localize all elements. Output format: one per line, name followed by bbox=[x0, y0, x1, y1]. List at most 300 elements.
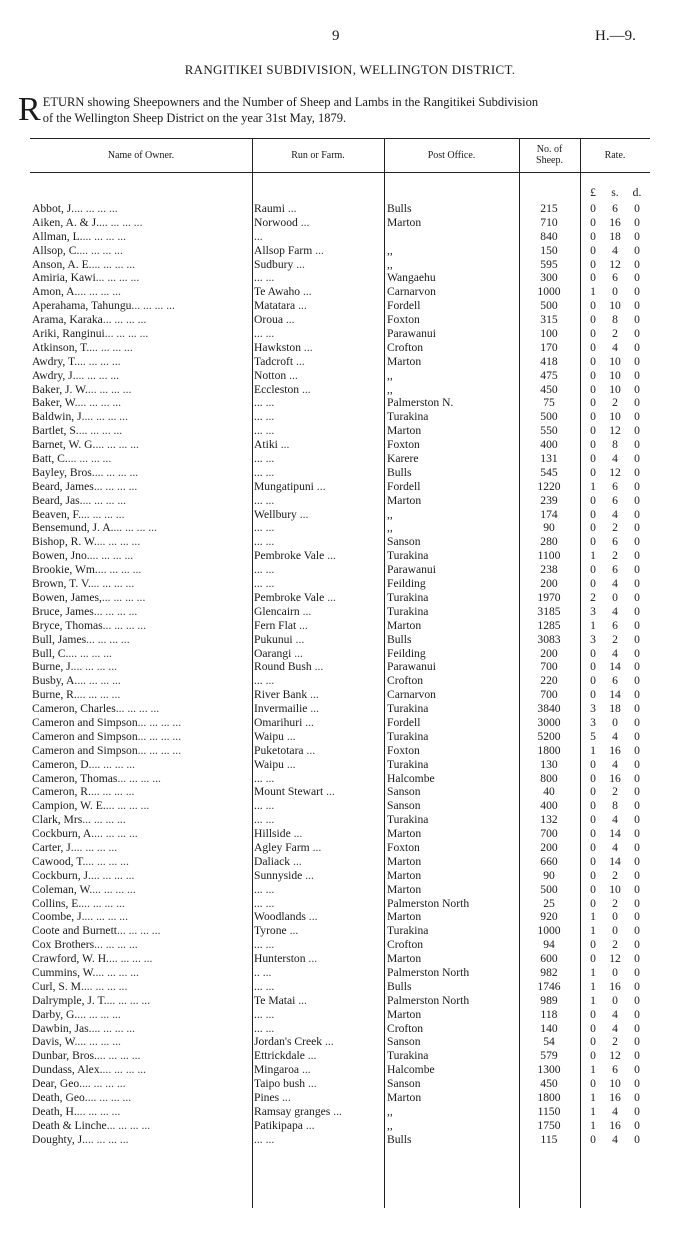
rate-shillings: 14 bbox=[609, 660, 621, 674]
table-row bbox=[30, 369, 650, 383]
rate-pence: 0 bbox=[634, 438, 640, 452]
owner-name: Busby, A. ... bbox=[32, 674, 250, 688]
table-row bbox=[30, 647, 650, 661]
rate-pence: 0 bbox=[634, 979, 640, 993]
rate-shillings: 0 bbox=[612, 965, 618, 979]
rate-shillings: 16 bbox=[609, 979, 621, 993]
rate-pence: 0 bbox=[634, 1007, 640, 1021]
owner-name: Death, H. ... bbox=[32, 1105, 250, 1119]
sheep-count: 40 bbox=[543, 785, 555, 799]
sheep-count: 579 bbox=[540, 1049, 558, 1063]
rate-shillings: 14 bbox=[609, 854, 621, 868]
run-name: ... ... bbox=[254, 799, 382, 813]
rate-pounds: 0 bbox=[590, 827, 596, 841]
rate-pounds: 1 bbox=[590, 965, 596, 979]
owner-name: Clark, Mrs ... bbox=[32, 813, 250, 827]
run-name bbox=[254, 230, 382, 244]
rate-pounds: 0 bbox=[590, 757, 596, 771]
owner-name: Davis, W. ... bbox=[32, 1035, 250, 1049]
sheep-count: 1000 bbox=[537, 285, 561, 299]
sheep-count: 600 bbox=[540, 952, 558, 966]
rate bbox=[582, 702, 650, 716]
rate-shillings: 2 bbox=[612, 549, 618, 563]
rate-shillings: 4 bbox=[612, 813, 618, 827]
post-office: Turakina bbox=[387, 604, 429, 618]
owner-name: Amiria, Kawi ... bbox=[32, 271, 250, 285]
post-office: Crofton bbox=[387, 674, 424, 688]
sheep-count: 115 bbox=[540, 1132, 558, 1146]
rate bbox=[582, 244, 650, 258]
post-office: Karere bbox=[387, 452, 419, 466]
run-name: Te Awaho ... bbox=[254, 285, 382, 299]
owner-name: Cameron and Simpson ... bbox=[32, 744, 250, 758]
sheep-count: 280 bbox=[540, 535, 558, 549]
owner-name: Coombe, J. ... bbox=[32, 910, 250, 924]
owner-name: Brookie, Wm. ... bbox=[32, 563, 250, 577]
rate-shillings: 2 bbox=[612, 521, 618, 535]
post-office: Turakina bbox=[387, 729, 429, 743]
post-office: Turakina bbox=[387, 924, 429, 938]
sheep-count: 550 bbox=[540, 424, 558, 438]
table-row bbox=[30, 244, 650, 258]
table-row bbox=[30, 466, 650, 480]
owner-name: Dunbar, Bros. ... bbox=[32, 1049, 250, 1063]
run-name: Fern Flat ... bbox=[254, 619, 382, 633]
run-name: Wellbury ... bbox=[254, 508, 382, 522]
sheep-count: 1750 bbox=[537, 1118, 561, 1132]
table-row bbox=[30, 452, 650, 466]
rate-pence: 0 bbox=[634, 965, 640, 979]
rate bbox=[582, 1049, 650, 1063]
run-name: ... ... bbox=[254, 577, 382, 591]
sheep-count: 1100 bbox=[537, 549, 561, 563]
rate bbox=[582, 535, 650, 549]
post-office: Marton bbox=[387, 868, 422, 882]
rate-shillings: 14 bbox=[609, 688, 621, 702]
rate bbox=[582, 869, 650, 883]
run-name: Puketotara ... bbox=[254, 744, 382, 758]
table-row bbox=[30, 230, 650, 244]
table-row bbox=[30, 549, 650, 563]
rate bbox=[582, 230, 650, 244]
rate-pence: 0 bbox=[634, 590, 640, 604]
sheep-count: 700 bbox=[540, 688, 558, 702]
rate-pounds: 1 bbox=[590, 743, 596, 757]
rate-pence: 0 bbox=[634, 646, 640, 660]
rate bbox=[582, 772, 650, 786]
rate-pounds: 0 bbox=[590, 840, 596, 854]
post-office: ,, bbox=[387, 1104, 393, 1118]
run-name: River Bank ... bbox=[254, 688, 382, 702]
rate-shillings: 4 bbox=[612, 340, 618, 354]
rate bbox=[582, 938, 650, 952]
owner-name: Collins, E. ... bbox=[32, 897, 250, 911]
post-office: Parawanui bbox=[387, 563, 436, 577]
table-row bbox=[30, 299, 650, 313]
sheep-count: 1800 bbox=[537, 1091, 561, 1104]
run-name: Tyrone ... bbox=[254, 924, 382, 938]
rate bbox=[582, 1091, 650, 1105]
post-office: Bulls bbox=[387, 465, 412, 479]
run-name: ... ... bbox=[254, 674, 382, 688]
owner-name: Amon, A. ... bbox=[32, 285, 250, 299]
table-row bbox=[30, 1063, 650, 1077]
rate-pence: 0 bbox=[634, 993, 640, 1007]
run-name: Agley Farm ... bbox=[254, 841, 382, 855]
post-office: Turakina bbox=[387, 702, 429, 716]
table-row bbox=[30, 994, 650, 1008]
rate-shillings: 4 bbox=[612, 729, 618, 743]
header-sheep-line2: Sheep. bbox=[536, 155, 563, 166]
sheep-count: 3000 bbox=[537, 715, 561, 729]
rate-pounds: 0 bbox=[590, 896, 596, 910]
table-row bbox=[30, 1105, 650, 1119]
rate bbox=[582, 1035, 650, 1049]
run-name: Waipu ... bbox=[254, 758, 382, 772]
post-office: Marton bbox=[387, 354, 422, 368]
drop-cap: R bbox=[18, 91, 41, 128]
rate-pence: 0 bbox=[634, 604, 640, 618]
post-office: Marton bbox=[387, 1091, 422, 1104]
run-name: ... ... bbox=[254, 1022, 382, 1036]
run-name: Hawkston ... bbox=[254, 341, 382, 355]
run-name: Pines ... bbox=[254, 1091, 382, 1105]
post-office: ,, bbox=[387, 507, 393, 521]
rate-pounds: 0 bbox=[590, 410, 596, 424]
owner-name: Dear, Geo. ... bbox=[32, 1077, 250, 1091]
rate-pounds: 0 bbox=[590, 1049, 596, 1063]
rate-shillings: 6 bbox=[612, 493, 618, 507]
owner-name: Baker, J. W. ... bbox=[32, 383, 250, 397]
rate-pounds: 0 bbox=[590, 340, 596, 354]
table-row bbox=[30, 813, 650, 827]
header-name: Name of Owner. bbox=[107, 149, 175, 161]
return-intro bbox=[18, 91, 658, 128]
run-name: Patikipapa ... bbox=[254, 1119, 382, 1133]
rate-pounds: 0 bbox=[590, 1035, 596, 1049]
rate-shillings: 6 bbox=[612, 674, 618, 688]
rate-shillings: 16 bbox=[609, 215, 621, 229]
rate bbox=[582, 549, 650, 563]
rate-pence: 0 bbox=[634, 702, 640, 716]
rate bbox=[582, 799, 650, 813]
table-row bbox=[30, 494, 650, 508]
post-office: Palmerston North bbox=[387, 965, 470, 979]
rate bbox=[582, 369, 650, 383]
pence-label: d. bbox=[632, 186, 642, 199]
owner-name: Baldwin, J. ... bbox=[32, 410, 250, 424]
post-office: Crofton bbox=[387, 1021, 424, 1035]
rate-pounds: 0 bbox=[590, 202, 596, 215]
rate bbox=[582, 924, 650, 938]
owner-name: Cox Brothers ... bbox=[32, 938, 250, 952]
rate bbox=[582, 827, 650, 841]
owner-name: Arama, Karaka ... bbox=[32, 313, 250, 327]
rate-pence: 0 bbox=[634, 952, 640, 966]
post-office: Marton bbox=[387, 882, 422, 896]
post-office: Marton bbox=[387, 910, 422, 924]
owner-name: Campion, W. E. ... bbox=[32, 799, 250, 813]
sheep-count: 920 bbox=[540, 910, 558, 924]
rate-shillings: 6 bbox=[612, 479, 618, 493]
rate-shillings: 10 bbox=[609, 410, 621, 424]
rate bbox=[582, 563, 650, 577]
document-reference: H.—9. bbox=[595, 28, 636, 44]
rate bbox=[582, 424, 650, 438]
run-name: Norwood ... bbox=[254, 216, 382, 230]
table-row bbox=[30, 216, 650, 230]
rate-shillings: 18 bbox=[609, 229, 621, 243]
sheep-count: 545 bbox=[540, 465, 558, 479]
post-office: Parawanui bbox=[387, 660, 436, 674]
rate bbox=[582, 980, 650, 994]
rate bbox=[582, 299, 650, 313]
rate-shillings: 6 bbox=[612, 1063, 618, 1077]
rate-shillings: 6 bbox=[612, 563, 618, 577]
table-row bbox=[30, 799, 650, 813]
post-office: Turakina bbox=[387, 590, 429, 604]
sheep-count: 500 bbox=[540, 882, 558, 896]
rate bbox=[582, 1063, 650, 1077]
rate-pounds: 0 bbox=[590, 535, 596, 549]
owner-name: Cameron and Simpson ... bbox=[32, 716, 250, 730]
sheep-count: 450 bbox=[540, 1077, 558, 1091]
rate-shillings: 2 bbox=[612, 632, 618, 646]
table-row bbox=[30, 591, 650, 605]
table-row bbox=[30, 1049, 650, 1063]
table-row bbox=[30, 521, 650, 535]
table-row bbox=[30, 772, 650, 786]
post-office: Turakina bbox=[387, 1049, 429, 1063]
owner-name: Doughty, J. ... bbox=[32, 1133, 250, 1147]
post-office: Sanson bbox=[387, 785, 421, 799]
rate-shillings: 4 bbox=[612, 243, 618, 257]
sheep-count: 3840 bbox=[537, 702, 561, 716]
rate-pounds: 0 bbox=[590, 243, 596, 257]
rate bbox=[582, 785, 650, 799]
run-name: ... ... bbox=[254, 883, 382, 897]
table-row bbox=[30, 327, 650, 341]
run-name: ... ... bbox=[254, 1008, 382, 1022]
rate bbox=[582, 285, 650, 299]
owner-name: Allsop, C. ... bbox=[32, 244, 250, 258]
run-name: Te Matai ... bbox=[254, 994, 382, 1008]
rate bbox=[582, 327, 650, 341]
rate bbox=[582, 508, 650, 522]
rate bbox=[582, 744, 650, 758]
sheep-count: 200 bbox=[540, 840, 558, 854]
rate-pounds: 0 bbox=[590, 507, 596, 521]
table-row bbox=[30, 605, 650, 619]
sheep-count: 710 bbox=[540, 215, 558, 229]
owner-name: Dalrymple, J. T. ... bbox=[32, 994, 250, 1008]
rate-pence: 0 bbox=[634, 882, 640, 896]
sheep-count: 800 bbox=[540, 771, 558, 785]
rate bbox=[582, 730, 650, 744]
sheep-count: 1300 bbox=[537, 1063, 561, 1077]
table-row bbox=[30, 1077, 650, 1091]
post-office: Turakina bbox=[387, 757, 429, 771]
rate-pence: 0 bbox=[634, 215, 640, 229]
rate-shillings: 10 bbox=[609, 368, 621, 382]
run-name: ... ... bbox=[254, 980, 382, 994]
owner-name: Dawbin, Jas. ... bbox=[32, 1022, 250, 1036]
rate-shillings: 2 bbox=[612, 396, 618, 410]
rate-pounds: 0 bbox=[590, 229, 596, 243]
rate-shillings: 10 bbox=[609, 882, 621, 896]
rate-pounds: 0 bbox=[590, 452, 596, 466]
sheep-count: 238 bbox=[540, 563, 558, 577]
table-row bbox=[30, 1119, 650, 1133]
rate-pounds: 0 bbox=[590, 521, 596, 535]
owner-name: Dundass, Alex. ... bbox=[32, 1063, 250, 1077]
rate-pence: 0 bbox=[634, 827, 640, 841]
sheep-count: 94 bbox=[543, 938, 555, 952]
rate-pence: 0 bbox=[634, 1118, 640, 1132]
rate bbox=[582, 466, 650, 480]
table-row bbox=[30, 1022, 650, 1036]
rate-shillings: 12 bbox=[609, 1049, 621, 1063]
rate-pence: 0 bbox=[634, 757, 640, 771]
table-row bbox=[30, 924, 650, 938]
post-office: Turakina bbox=[387, 410, 429, 424]
rate-pounds: 0 bbox=[590, 313, 596, 327]
table-row bbox=[30, 1008, 650, 1022]
rate-pounds: 3 bbox=[590, 715, 596, 729]
rate-pence: 0 bbox=[634, 1021, 640, 1035]
owner-name: Bensemund, J. A. ... bbox=[32, 521, 250, 535]
rate-pence: 0 bbox=[634, 257, 640, 271]
table-row bbox=[30, 1133, 650, 1147]
owner-name: Cameron, Charles ... bbox=[32, 702, 250, 716]
rate-pounds: 0 bbox=[590, 1007, 596, 1021]
sheep-count: 982 bbox=[540, 965, 558, 979]
rate bbox=[582, 716, 650, 730]
rate-pounds: 3 bbox=[590, 632, 596, 646]
sheep-count: 90 bbox=[543, 521, 555, 535]
rate-pounds: 0 bbox=[590, 271, 596, 285]
rate-pounds: 0 bbox=[590, 396, 596, 410]
owner-name: Cawood, T. ... bbox=[32, 855, 250, 869]
intro-line-2: of the Wellington Sheep District on the year 31st May, 1879. bbox=[42, 111, 347, 125]
rate bbox=[582, 647, 650, 661]
owner-name: Batt, C. ... bbox=[32, 452, 250, 466]
rate-pence: 0 bbox=[634, 1104, 640, 1118]
post-office: Marton bbox=[387, 854, 422, 868]
table-row bbox=[30, 966, 650, 980]
sheep-count: 150 bbox=[540, 243, 558, 257]
rate-shillings: 4 bbox=[612, 1021, 618, 1035]
sheep-count: 75 bbox=[543, 396, 555, 410]
sheep-count: 840 bbox=[540, 229, 558, 243]
rate-pence: 0 bbox=[634, 535, 640, 549]
rate bbox=[582, 452, 650, 466]
post-office: Halcombe bbox=[387, 771, 435, 785]
rate-pence: 0 bbox=[634, 368, 640, 382]
post-office: ,, bbox=[387, 1118, 393, 1132]
run-name: ... ... bbox=[254, 424, 382, 438]
rate-pounds: 0 bbox=[590, 854, 596, 868]
owner-name: Cameron and Simpson ... bbox=[32, 730, 250, 744]
rate-shillings: 10 bbox=[609, 354, 621, 368]
table-row bbox=[30, 577, 650, 591]
post-office: Bulls bbox=[387, 632, 412, 646]
sheep-count: 315 bbox=[540, 313, 558, 327]
post-office: Sanson bbox=[387, 799, 421, 813]
sheep-count: 118 bbox=[540, 1007, 558, 1021]
post-office: Fordell bbox=[387, 479, 421, 493]
rate bbox=[582, 605, 650, 619]
header-sheep bbox=[519, 138, 580, 172]
post-office: Palmerston North bbox=[387, 896, 470, 910]
rate-pence: 0 bbox=[634, 854, 640, 868]
rate bbox=[582, 952, 650, 966]
rate-pence: 0 bbox=[634, 938, 640, 952]
post-office: Carnarvon bbox=[387, 285, 436, 299]
rate-shillings: 16 bbox=[609, 1091, 621, 1104]
run-name: Eccleston ... bbox=[254, 383, 382, 397]
table-row bbox=[30, 383, 650, 397]
rate-pounds: 1 bbox=[590, 549, 596, 563]
rate bbox=[582, 1022, 650, 1036]
rate-shillings: 0 bbox=[612, 285, 618, 299]
rate-shillings: 10 bbox=[609, 382, 621, 396]
rate-pounds: 1 bbox=[590, 1091, 596, 1104]
run-name: Atiki ... bbox=[254, 438, 382, 452]
rate-pence: 0 bbox=[634, 507, 640, 521]
rate-pence: 0 bbox=[634, 327, 640, 341]
rate-pence: 0 bbox=[634, 340, 640, 354]
run-name: ... ... bbox=[254, 521, 382, 535]
post-office: Foxton bbox=[387, 438, 420, 452]
rate-pence: 0 bbox=[634, 729, 640, 743]
rate-pounds: 0 bbox=[590, 785, 596, 799]
rate-shillings: 2 bbox=[612, 896, 618, 910]
rate-pence: 0 bbox=[634, 632, 640, 646]
page-number: 9 bbox=[332, 28, 340, 44]
rate-pounds: 0 bbox=[590, 438, 596, 452]
table-row bbox=[30, 827, 650, 841]
sheep-count: 5200 bbox=[537, 729, 561, 743]
rate-units bbox=[582, 186, 650, 199]
post-office: Marton bbox=[387, 952, 422, 966]
post-office: Sanson bbox=[387, 1035, 421, 1049]
rate-pounds: 0 bbox=[590, 382, 596, 396]
sheep-count: 1800 bbox=[537, 743, 561, 757]
run-name: ... ... bbox=[254, 563, 382, 577]
run-name: Hunterston ... bbox=[254, 952, 382, 966]
run-name: Ettrickdale ... bbox=[254, 1049, 382, 1063]
run-name: Oroua ... bbox=[254, 313, 382, 327]
rate-pence: 0 bbox=[634, 618, 640, 632]
sheep-count: 1285 bbox=[537, 618, 561, 632]
post-office: Marton bbox=[387, 424, 422, 438]
rate-pounds: 0 bbox=[590, 813, 596, 827]
rate-pounds: 1 bbox=[590, 924, 596, 938]
sheep-count: 1746 bbox=[537, 979, 561, 993]
rate-pence: 0 bbox=[634, 799, 640, 813]
rate bbox=[582, 396, 650, 410]
rate-pence: 0 bbox=[634, 1063, 640, 1077]
post-office: ,, bbox=[387, 368, 393, 382]
owner-name: Burne, J. ... bbox=[32, 660, 250, 674]
table-row bbox=[30, 480, 650, 494]
rate-shillings: 16 bbox=[609, 743, 621, 757]
rate-pence: 0 bbox=[634, 1035, 640, 1049]
owner-name: Bowen, Jno. ... bbox=[32, 549, 250, 563]
post-office: Marton bbox=[387, 493, 422, 507]
rate-pence: 0 bbox=[634, 771, 640, 785]
